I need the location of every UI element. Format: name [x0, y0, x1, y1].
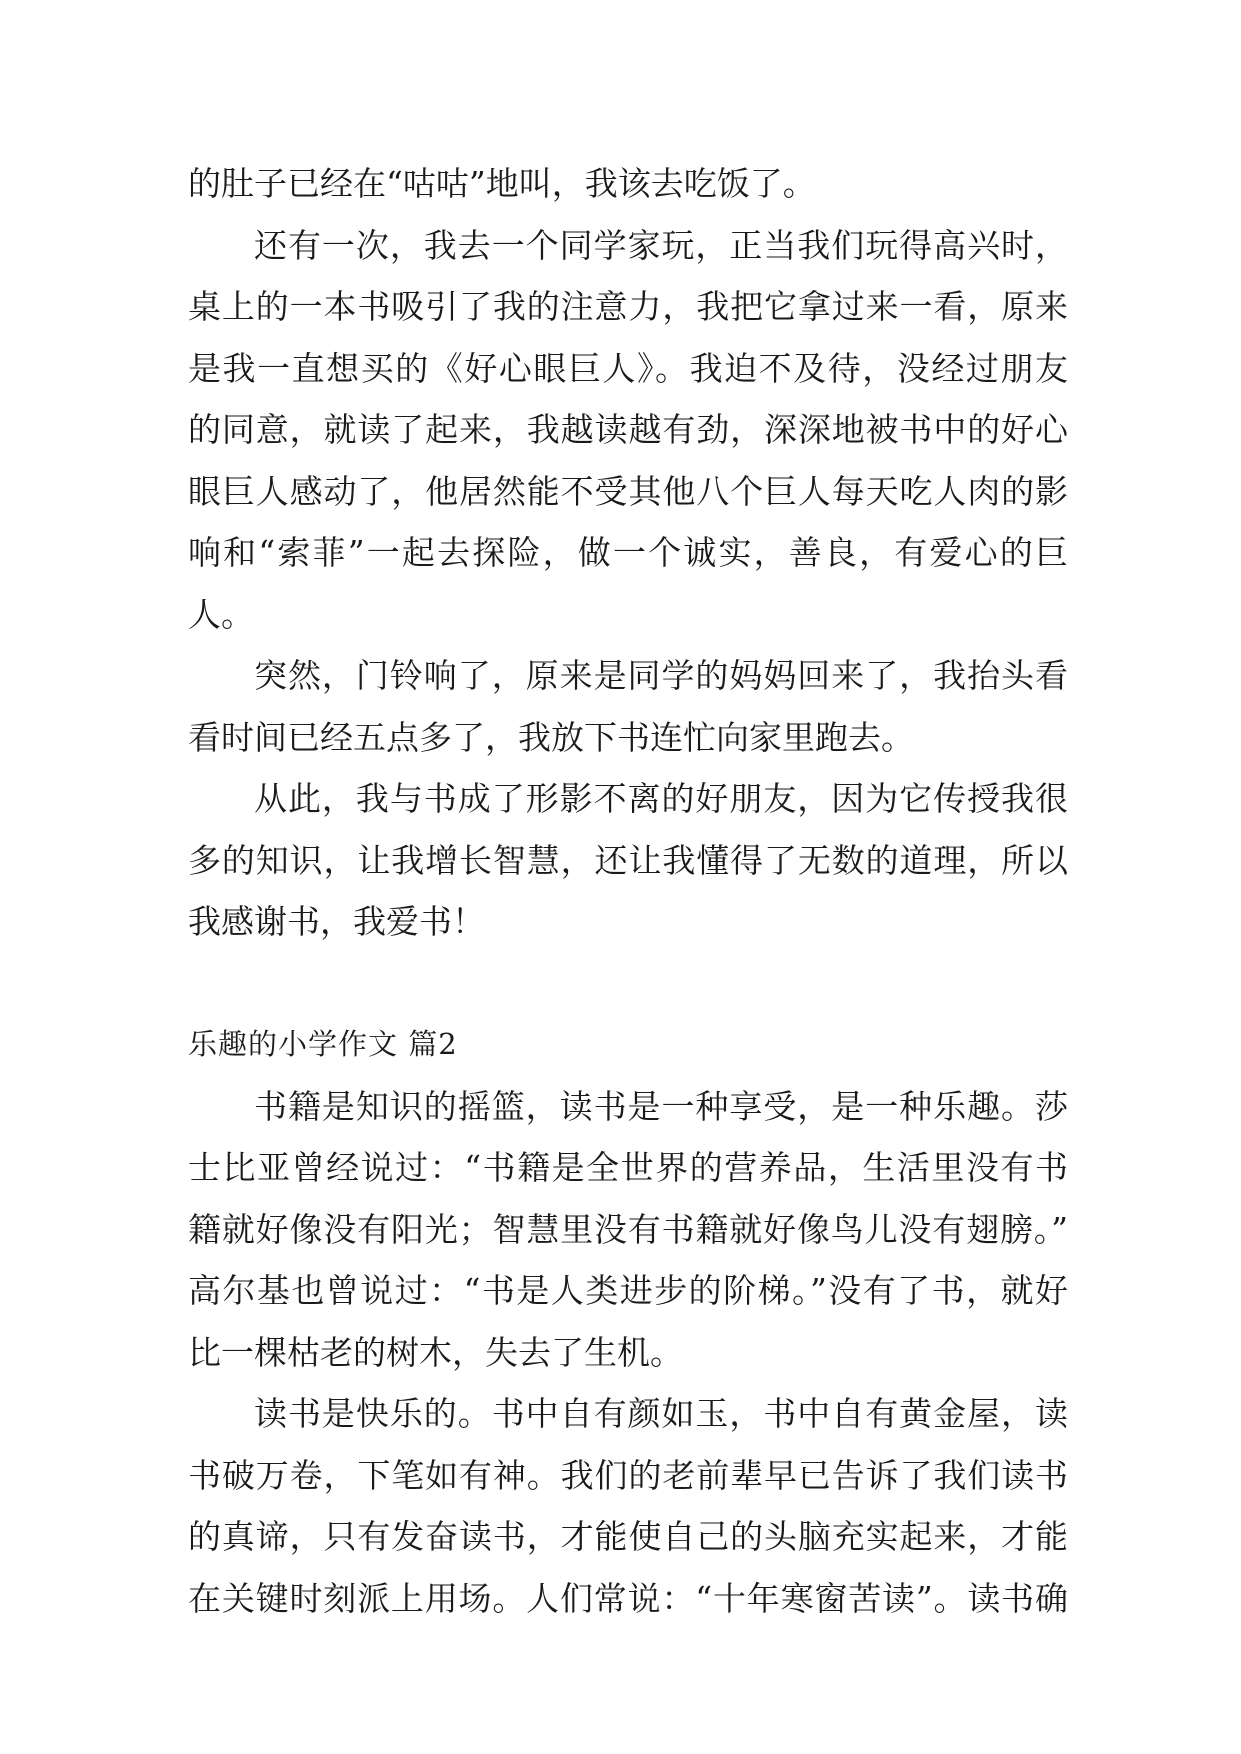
paragraph-line: 是我一直想买的《好心眼巨人》。我迫不及待，没经过朋友: [188, 348, 1068, 388]
paragraph-line: 还有一次，我去一个同学家玩，正当我们玩得高兴时，: [254, 225, 1068, 265]
section-heading: 乐趣的小学作文 篇2: [188, 1027, 458, 1061]
paragraph-line: 我感谢书，我爱书！: [188, 902, 485, 941]
paragraph-line: 书破万卷，下笔如有神。我们的老前辈早已告诉了我们读书: [188, 1455, 1068, 1495]
paragraph-line: 籍就好像没有阳光；智慧里没有书籍就好像鸟儿没有翅膀。”: [188, 1209, 1068, 1249]
paragraph-line: 桌上的一本书吸引了我的注意力，我把它拿过来一看，原来: [188, 287, 1068, 326]
paragraph-line: 响和“索菲”一起去探险，做一个诚实，善良，有爱心的巨: [188, 533, 1068, 572]
section-spacer: [188, 953, 1068, 1015]
paragraph-line: 突然，门铃响了，原来是同学的妈妈回来了，我抬头看: [254, 656, 1068, 695]
paragraph-line: 看时间已经五点多了，我放下书连忙向家里跑去。: [188, 717, 914, 757]
paragraph-line: 从此，我与书成了形影不离的好朋友，因为它传授我很: [254, 779, 1068, 818]
paragraph-line: 士比亚曾经说过：“书籍是全世界的营养品，生活里没有书: [188, 1148, 1068, 1187]
paragraph-line: 多的知识，让我增长智慧，还让我懂得了无数的道理，所以: [188, 840, 1068, 880]
paragraph-line: 在关键时刻派上用场。人们常说：“十年寒窗苦读”。读书确: [188, 1578, 1068, 1618]
paragraph-line: 高尔基也曾说过：“书是人类进步的阶梯。”没有了书，就好: [188, 1271, 1068, 1310]
paragraph-line: 人。: [188, 594, 254, 634]
body-text: [188, 153, 1068, 1629]
paragraph-line: 眼巨人感动了，他居然能不受其他八个巨人每天吃人肉的影: [188, 471, 1068, 511]
paragraph-line: 读书是快乐的。书中自有颜如玉，书中自有黄金屋，读: [254, 1394, 1068, 1433]
paragraph-line: 的同意，就读了起来，我越读越有劲，深深地被书中的好心: [188, 410, 1068, 449]
paragraph-line: 比一棵枯老的树木，失去了生机。: [188, 1332, 683, 1372]
paragraph-line: 的肚子已经在“咕咕”地叫，我该去吃饭了。: [188, 164, 816, 203]
paragraph-line: 书籍是知识的摇篮，读书是一种享受，是一种乐趣。莎: [254, 1086, 1068, 1126]
paragraph-line: 的真谛，只有发奋读书，才能使自己的头脑充实起来，才能: [188, 1517, 1068, 1556]
